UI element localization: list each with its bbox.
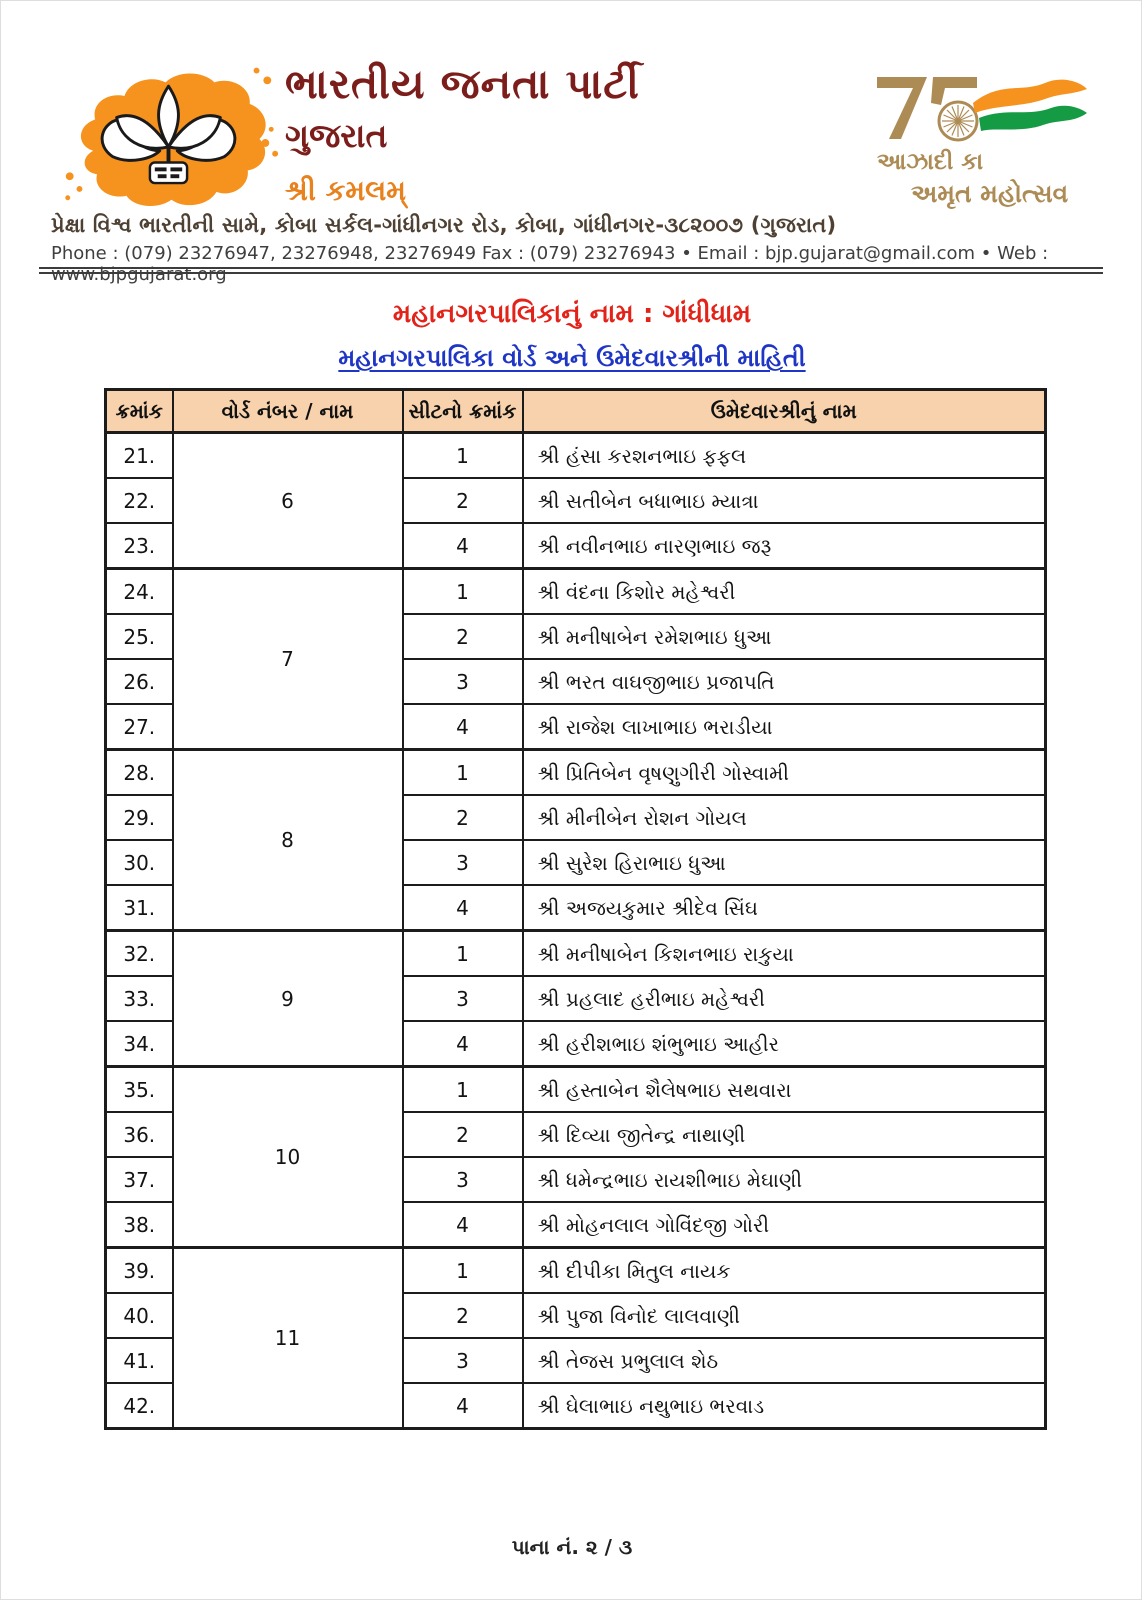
serial-cell: 35.	[106, 1067, 173, 1113]
table-row	[106, 433, 1046, 479]
azadi-75-flag-icon	[863, 63, 1093, 143]
serial-cell: 24.	[106, 569, 173, 615]
azadi-line1: આઝાદી કા	[877, 149, 984, 175]
table-row	[106, 750, 1046, 796]
ward-number-cell: 9	[173, 931, 403, 1067]
table-subtitle: મહાનગરપાલિકા વોર્ડ અને ઉમેદવારશ્રીની માહિતી	[338, 344, 806, 372]
candidate-name-cell: શ્રી હરીશભાઇ શંભુભાઇ આહીર	[523, 1021, 1046, 1067]
serial-cell: 27.	[106, 704, 173, 750]
office-address: પ્રેક્ષા વિશ્વ ભારતીની સામે, કોબા સર્કલ-ગાંધીનગર રોડ, કોબા, ગાંધીનગર-૩૮૨૦૦૭ (ગુજરાત)	[51, 213, 837, 237]
contact-info: Phone : (079) 23276947, 23276948, 23276949 Fax : (079) 23276943 • Email : bjp.gujarat@gmail.com • Web : www.bjpgujarat.org	[51, 243, 1049, 285]
serial-cell: 25.	[106, 614, 173, 659]
table-row	[106, 1067, 1046, 1113]
serial-cell: 22.	[106, 478, 173, 523]
candidate-name-cell: શ્રી ભરત વાઘજીભાઇ પ્રજાપતિ	[523, 659, 1046, 704]
seat-number-cell: 1	[403, 1067, 523, 1113]
header-seat: સીટનો ક્રમાંક	[403, 390, 523, 433]
seat-number-cell: 4	[403, 704, 523, 750]
candidates-table-body	[106, 433, 1046, 1429]
header-serial: ક્રમાંક	[106, 390, 173, 433]
serial-cell: 26.	[106, 659, 173, 704]
header-candidate: ઉમેદવારશ્રીનું નામ	[523, 390, 1046, 433]
ward-number-cell: 6	[173, 433, 403, 569]
candidates-table-wrap	[104, 388, 1044, 1430]
lotus-icon	[56, 59, 281, 224]
india-flag-ribbon-icon	[973, 80, 1087, 131]
state-name: ગુજરાત	[285, 116, 388, 156]
table-row	[106, 931, 1046, 977]
candidate-name-cell: શ્રી હંસા કરશનભાઇ ફફલ	[523, 433, 1046, 479]
candidate-name-cell: શ્રી રાજેશ લાખાભાઇ ભરાડીયા	[523, 704, 1046, 750]
table-header	[106, 390, 1046, 433]
seat-number-cell: 1	[403, 1248, 523, 1294]
seat-number-cell: 1	[403, 750, 523, 796]
serial-cell: 36.	[106, 1112, 173, 1157]
header-divider	[39, 267, 1103, 274]
seat-number-cell: 4	[403, 1383, 523, 1429]
candidate-name-cell: શ્રી નવીનભાઇ નારણભાઇ જરૂ	[523, 523, 1046, 569]
header-ward: વોર્ડ નંબર / નામ	[173, 390, 403, 433]
candidate-name-cell: શ્રી પ્રહલાદ હરીભાઇ મહેશ્વરી	[523, 976, 1046, 1021]
candidate-name-cell: શ્રી પુજા વિનોદ લાલવાણી	[523, 1293, 1046, 1338]
serial-cell: 42.	[106, 1383, 173, 1429]
serial-cell: 33.	[106, 976, 173, 1021]
candidate-name-cell: શ્રી દીપીકા મિતુલ નાયક	[523, 1248, 1046, 1294]
seat-number-cell: 2	[403, 1293, 523, 1338]
ward-number-cell: 11	[173, 1248, 403, 1429]
seat-number-cell: 4	[403, 523, 523, 569]
serial-cell: 37.	[106, 1157, 173, 1202]
serial-cell: 39.	[106, 1248, 173, 1294]
seat-number-cell: 4	[403, 1021, 523, 1067]
table-row	[106, 1248, 1046, 1294]
ashoka-chakra-icon	[939, 102, 977, 140]
bjp-lotus-logo	[56, 59, 281, 224]
candidate-name-cell: શ્રી પ્રિતિબેન વૃષણુગીરી ગોસ્વામી	[523, 750, 1046, 796]
candidate-name-cell: શ્રી તેજસ પ્રભુલાલ શેઠ	[523, 1338, 1046, 1383]
seat-number-cell: 3	[403, 659, 523, 704]
seat-number-cell: 1	[403, 569, 523, 615]
serial-cell: 34.	[106, 1021, 173, 1067]
candidates-table	[104, 388, 1047, 1430]
ward-number-cell: 7	[173, 569, 403, 750]
seat-number-cell: 2	[403, 478, 523, 523]
serial-cell: 28.	[106, 750, 173, 796]
brand-block	[285, 60, 640, 208]
serial-cell: 29.	[106, 795, 173, 840]
seat-number-cell: 3	[403, 840, 523, 885]
seat-number-cell: 1	[403, 931, 523, 977]
candidate-name-cell: શ્રી વંદના કિશોર મહેશ્વરી	[523, 569, 1046, 615]
serial-cell: 30.	[106, 840, 173, 885]
seat-number-cell: 1	[403, 433, 523, 479]
serial-cell: 32.	[106, 931, 173, 977]
candidate-name-cell: શ્રી અજયકુમાર શ્રીદેવ સિંઘ	[523, 885, 1046, 931]
seat-number-cell: 3	[403, 976, 523, 1021]
serial-cell: 40.	[106, 1293, 173, 1338]
candidate-name-cell: શ્રી સતીબેન બધાભાઇ મ્યાત્રા	[523, 478, 1046, 523]
candidate-name-cell: શ્રી મનીષાબેન કિશનભાઇ રાકુયા	[523, 931, 1046, 977]
kamalam-label: શ્રી કમલમ્	[285, 174, 407, 208]
candidate-name-cell: શ્રી મીનીબેન રોશન ગોયલ	[523, 795, 1046, 840]
candidate-name-cell: શ્રી ધમેન્દ્રભાઇ રાયશીભાઇ મેઘાણી	[523, 1157, 1046, 1202]
ward-number-cell: 10	[173, 1067, 403, 1248]
candidate-name-cell: શ્રી ઘેલાભાઇ નથુભાઇ ભરવાડ	[523, 1383, 1046, 1429]
seat-number-cell: 4	[403, 1202, 523, 1248]
serial-cell: 31.	[106, 885, 173, 931]
seat-number-cell: 4	[403, 885, 523, 931]
party-name: ભારતીય જનતા પાર્ટી	[285, 60, 640, 108]
seat-number-cell: 2	[403, 795, 523, 840]
candidate-name-cell: શ્રી સુરેશ હિરાભાઇ ધુઆ	[523, 840, 1046, 885]
candidate-name-cell: શ્રી દિવ્યા જીતેન્દ્ર નાથાણી	[523, 1112, 1046, 1157]
seat-number-cell: 2	[403, 614, 523, 659]
candidate-name-cell: શ્રી મનીષાબેન રમેશભાઇ ધુઆ	[523, 614, 1046, 659]
serial-cell: 21.	[106, 433, 173, 479]
azadi-line2: અમૃત મહોત્સવ	[911, 179, 1069, 208]
seat-number-cell: 2	[403, 1112, 523, 1157]
ward-number-cell: 8	[173, 750, 403, 931]
seat-number-cell: 3	[403, 1157, 523, 1202]
serial-cell: 41.	[106, 1338, 173, 1383]
serial-cell: 23.	[106, 523, 173, 569]
candidate-name-cell: શ્રી મોહનલાલ ગોવિંદજી ગોરી	[523, 1202, 1046, 1248]
page-number: પાના નં. ૨ / ૩	[511, 1535, 633, 1559]
seat-number-cell: 3	[403, 1338, 523, 1383]
serial-cell: 38.	[106, 1202, 173, 1248]
candidate-name-cell: શ્રી હસ્તાબેન શૈલેષભાઇ સથવારા	[523, 1067, 1046, 1113]
municipality-title: મહાનગરપાલિકાનું નામ : ગાંધીધામ	[392, 299, 752, 329]
azadi-ka-amrit-mahotsav-logo	[863, 63, 1093, 209]
table-row	[106, 569, 1046, 615]
